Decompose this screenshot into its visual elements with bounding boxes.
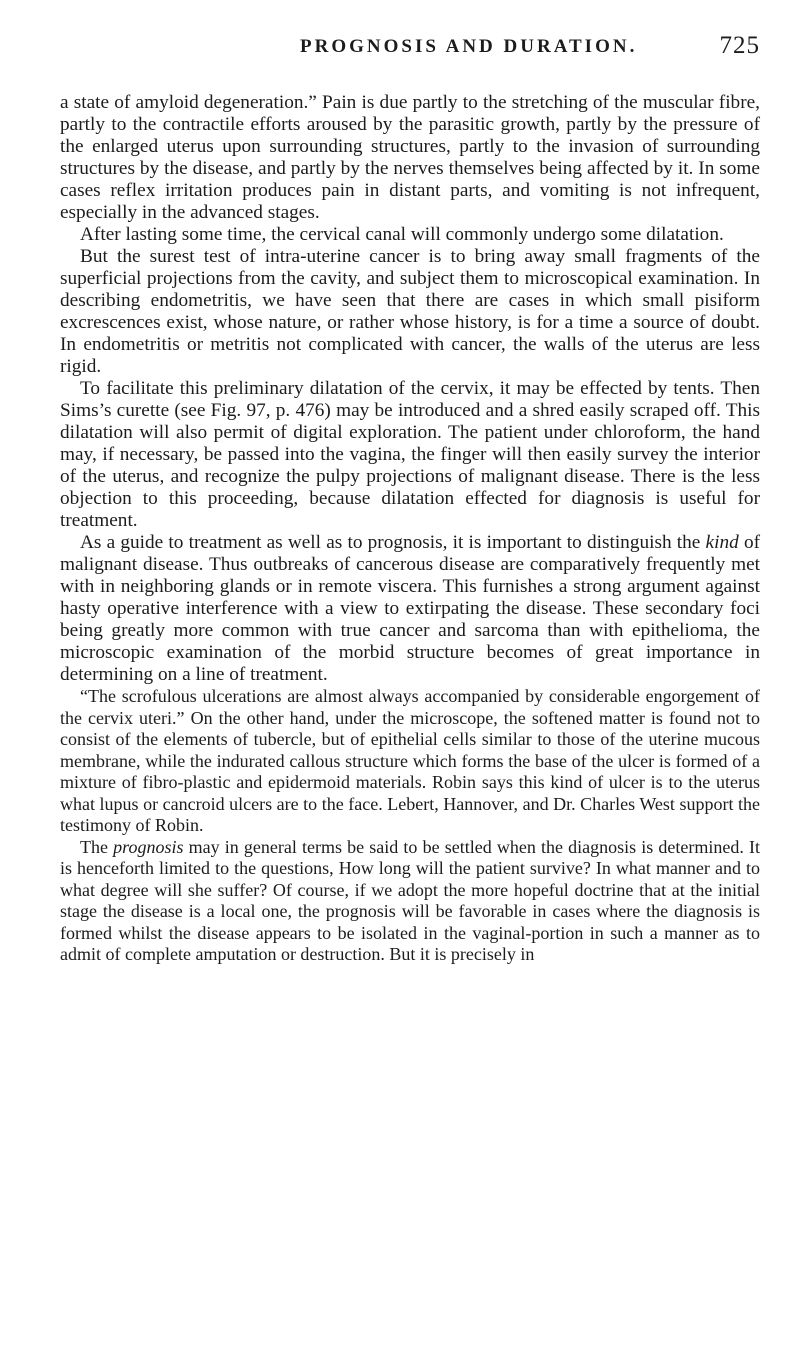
paragraph-7-part-1: The: [80, 836, 114, 857]
emphasis-kind: kind: [705, 532, 739, 553]
paragraph-6-quotation: “The scrofulous ulcerations are almost always accompanied by considerable engorgement of the cervix uteri.” On the other hand, under the microscope, the softened matter is found not to consist of the elements of tubercle, but of epithelial cells similar to those of the uterine mucous membrane, while the indurated callous structure which forms the base of the ulcer is formed of a mixture of fibro-plastic and epidermoid materials. Robin says this kind of ulcer is to the uterus what lupus or cancroid ulcers are to the face. Lebert, Hannover, and Dr. Charles West support the testimony of Robin.: [60, 686, 760, 835]
paragraph-3: But the surest test of intra-uterine cancer is to bring away small fragments of the superficial projections from the cavity, and subject them to microscopical examination. In describing endometritis, we have seen that there are cases in which small pisiform excrescences exist, whose nature, or rather whose history, is for a time a source of doubt. In endometritis or metritis not complicated with cancer, the walls of the uterus are less rigid.: [60, 246, 760, 377]
body-text: [60, 92, 760, 966]
paragraph-4: To facilitate this preliminary dilatation of the cervix, it may be effected by tents. Then Sims’s curette (see Fig. 97, p. 476) may be introduced and a shred easily scraped off. This dilatation will also permit of digital exploration. The patient under chloroform, the hand may, if necessary, be passed into the vagina, the finger will then easily survey the interior of the uterus, and recognize the pulpy projections of malignant disease. There is the less objection to this proceeding, because dilatation effected for diagnosis is useful for treatment.: [60, 378, 760, 531]
running-header: [60, 32, 760, 76]
running-title: PROGNOSIS AND DURATION.: [300, 36, 638, 57]
paragraph-5-part-1: As a guide to treatment as well as to prognosis, it is important to distinguish the: [80, 532, 706, 553]
paragraph-1: a state of amyloid degeneration.” Pain is due partly to the stretching of the muscular fibre, partly to the contractile efforts aroused by the parasitic growth, partly by the pressure of the enlarged uterus upon surrounding structures, partly to the invasion of surrounding structures by the disease, and partly by the nerves themselves being affected by it. In some cases reflex irritation produces pain in distant parts, and vomiting is not infrequent, especially in the advanced stages.: [60, 92, 760, 223]
page-number: 725: [719, 32, 760, 59]
paragraph-2: After lasting some time, the cervical canal will commonly undergo some dilatation.: [80, 224, 724, 245]
paragraph-7: [60, 837, 760, 966]
paragraph-7-part-2: may in general terms be said to be settled when the diagnosis is determined. It is henceforth limited to the questions, How long will the patient survive? In what manner and to what degree will she suffer? Of course, if we adopt the more hopeful doctrine that at the initial stage the disease is a local one, the prognosis will be favorable in cases where the diagnosis is formed whilst the disease appears to be isolated in the vaginal-portion in such a manner as to admit of complete amputation or destruction. But it is precisely in: [60, 836, 761, 964]
paragraph-5: [60, 532, 760, 686]
paragraph-5-part-2: of malignant disease. Thus outbreaks of cancerous disease are comparatively frequently met with in neighboring glands or in remote viscera. This furnishes a strong argument against hasty operative interference with a view to extirpating the disease. These secondary foci being greatly more common with true cancer and sarcoma than with epithelioma, the microscopic examination of the morbid structure becomes of great importance in determining on a line of treatment.: [60, 532, 761, 685]
emphasis-prognosis: prognosis: [113, 836, 184, 857]
